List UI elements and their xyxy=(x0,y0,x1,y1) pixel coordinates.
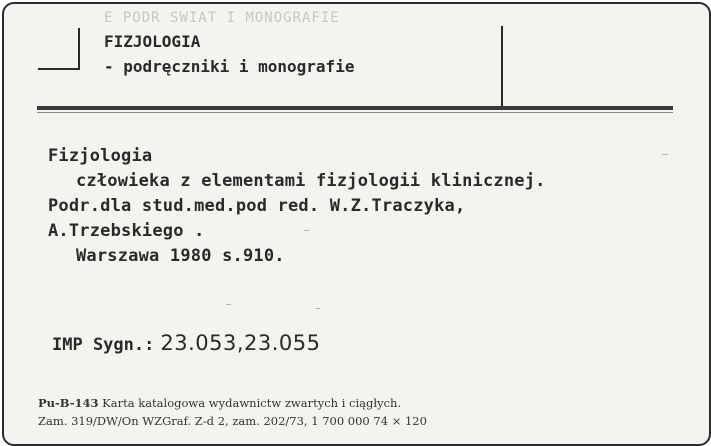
speck xyxy=(662,154,668,155)
entry-editors-cont: A.Trzebskiego . xyxy=(48,221,205,241)
subject-subheading: - podręczniki i monografie xyxy=(104,57,355,76)
entry-editors: Podr.dla stud.med.pod red. W.Z.Traczyka, xyxy=(48,196,466,216)
header-right-vertical-line xyxy=(501,26,503,106)
faded-heading-text: E PODR SWIAT I MONOGRAFIE xyxy=(104,10,340,26)
catalog-card xyxy=(2,2,711,446)
speck xyxy=(304,230,309,231)
form-description: Karta katalogowa wydawnictw zwartych i ciągłych. xyxy=(102,396,402,410)
entry-title: Fizjologia xyxy=(48,146,153,166)
footer-line-2: Zam. 319/DW/On WZGraf. Z-d 2, zam. 202/73, 1 700 000 74 × 120 xyxy=(38,414,427,428)
entry-imprint: Warszawa 1980 s.910. xyxy=(76,246,285,266)
call-number-label: IMP Sygn.: xyxy=(52,335,155,355)
footer-line-1 xyxy=(38,396,401,410)
call-number xyxy=(52,331,321,355)
entry-subtitle: człowieka z elementami fizjologii klinicznej. xyxy=(76,171,546,191)
header-divider xyxy=(37,106,673,110)
header-left-dash xyxy=(38,68,80,70)
subject-heading: FIZJOLOGIA xyxy=(104,32,201,51)
form-code: Pu-B-143 xyxy=(38,396,99,410)
speck xyxy=(316,308,320,309)
speck xyxy=(226,304,231,305)
header-divider-thin xyxy=(37,112,673,113)
header-left-vertical-line xyxy=(78,28,80,70)
call-number-value: 23.053,23.055 xyxy=(160,331,321,355)
